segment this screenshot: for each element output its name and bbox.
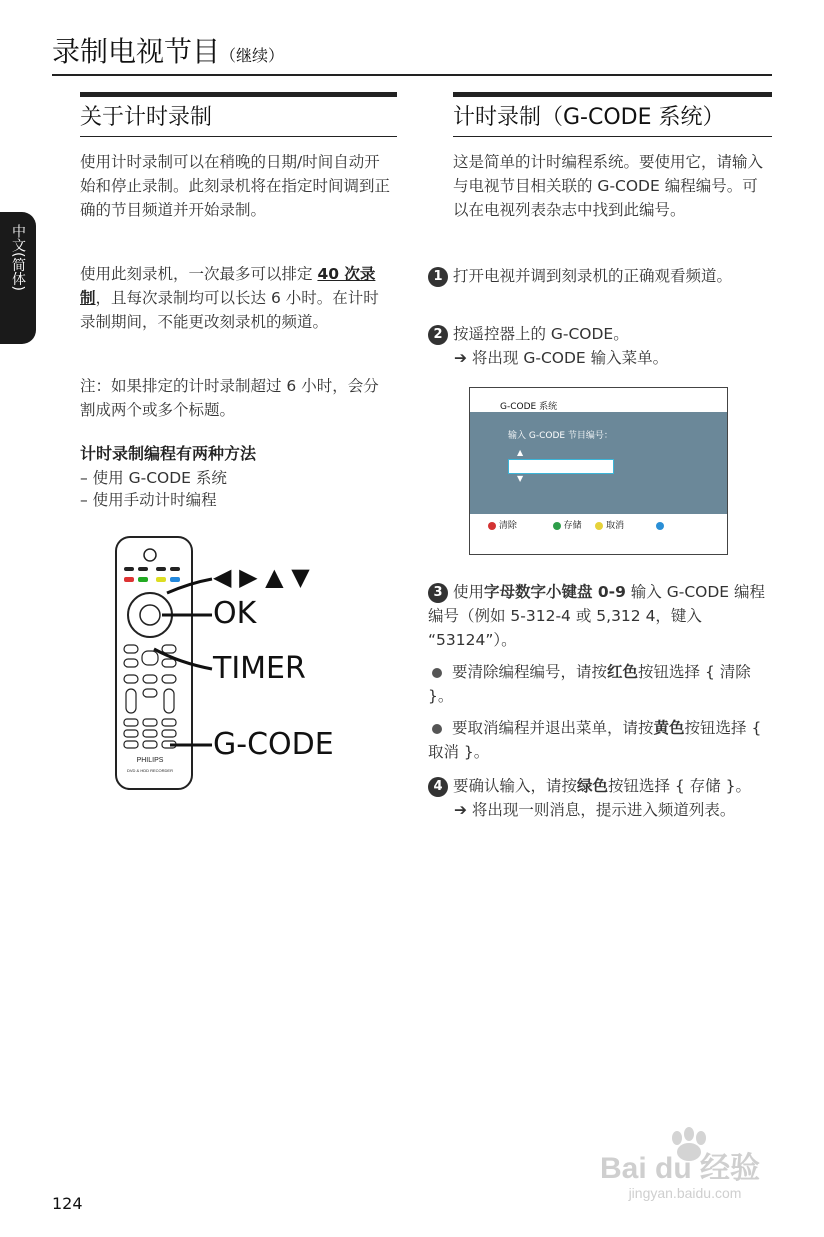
step-3-number: 3 xyxy=(428,583,448,603)
clear-button-label: 清除 xyxy=(498,521,517,531)
step-2 xyxy=(428,322,768,370)
step-1 xyxy=(428,264,768,288)
bullet-cancel xyxy=(428,716,768,764)
right-section-heading: 计时录制（G-CODE 系统） xyxy=(453,105,725,130)
gcode-menu-screen xyxy=(469,387,728,555)
left-note: 注：如果排定的计时录制超过 6 小时，会分割成两个或多个标题。 xyxy=(80,377,379,419)
step-2-text: 按遥控器上的 G-CODE。 xyxy=(452,325,629,343)
step-2-number: 2 xyxy=(428,325,448,345)
step-3-bold: 字母数字小键盘 0-9 xyxy=(483,583,626,601)
step-4 xyxy=(428,774,768,822)
bullet-1-text-a: 要清除编程编号，请按 xyxy=(452,663,608,681)
down-arrow-icon: ▼ xyxy=(517,474,524,483)
screen-title: G-CODE 系统 xyxy=(500,402,558,412)
page-title xyxy=(52,30,284,70)
screen-button-bar xyxy=(488,518,664,531)
methods-heading: 计时录制编程有两种方法 xyxy=(80,444,257,463)
bullet-2-text-b: 按钮选择 { 取消 }。 xyxy=(428,719,762,761)
step-3-text-a: 使用 xyxy=(452,583,484,601)
left-paragraph-1: 使用计时录制可以在稍晚的日期/时间自动开始和停止录制。此刻录机将在指定时间调到正确的节目频道并开始录制。 xyxy=(80,153,391,219)
right-heading-rule-bottom xyxy=(453,136,772,137)
cancel-button[interactable] xyxy=(595,521,624,531)
store-button[interactable] xyxy=(553,521,582,531)
bullet-1-bold: 红色 xyxy=(607,663,639,681)
clear-button[interactable] xyxy=(488,521,517,531)
step-4-result: ➔ 将出现一则消息，提示进入频道列表。 xyxy=(454,801,736,819)
page-title-text: 录制电视节目 xyxy=(52,35,221,68)
step-3 xyxy=(428,580,768,652)
up-arrow-icon: ▲ xyxy=(517,448,524,457)
method-2: – 使用手动计时编程 xyxy=(80,491,217,509)
step-2-result: ➔ 将出现 G-CODE 输入菜单。 xyxy=(454,349,669,367)
bullet-2-icon xyxy=(432,724,442,734)
remote-body xyxy=(116,537,192,789)
method-1: – 使用 G-CODE 系统 xyxy=(80,469,227,487)
step-4-text-a: 要确认输入，请按 xyxy=(452,777,577,795)
bullet-1-text-b: 按钮选择 { 清除 }。 xyxy=(428,663,751,705)
baidu-jingyan-watermark xyxy=(585,1118,775,1208)
left-heading-rule-bottom xyxy=(80,136,397,137)
remote-model: DVD & HDD RECORDER xyxy=(126,768,174,773)
p2-text-b: ，且每次录制均可以长达 6 小时。在计时录制期间，不能更改刻录机的频道。 xyxy=(80,289,379,331)
p2-bold: 40 次录制 xyxy=(80,265,376,307)
language-tab xyxy=(0,212,36,344)
yellow-dot-icon xyxy=(595,522,603,530)
left-heading-rule-top xyxy=(80,92,397,97)
title-divider xyxy=(52,74,772,76)
bullet-clear xyxy=(428,660,768,708)
step-4-result-text: 将出现一则消息，提示进入频道列表。 xyxy=(471,801,736,819)
left-paragraph-2 xyxy=(80,262,390,334)
step-4-bold: 绿色 xyxy=(576,777,608,795)
cancel-button-label: 取消 xyxy=(606,521,625,531)
language-tab-label: 中文(简体) xyxy=(10,224,26,291)
step-4-text-b: 按钮选择 { 存储 }。 xyxy=(607,777,751,795)
watermark-url: jingyan.baidu.com xyxy=(628,1185,742,1201)
label-gcode: G-CODE xyxy=(213,727,334,762)
remote-brand: PHILIPS xyxy=(136,757,164,764)
store-button-label: 存储 xyxy=(563,521,582,531)
page-number: 124 xyxy=(52,1194,83,1213)
label-timer: TIMER xyxy=(213,651,306,686)
right-heading-rule-top xyxy=(453,92,772,97)
step-2-result-text: 将出现 G-CODE 输入菜单。 xyxy=(471,349,669,367)
step-1-number: 1 xyxy=(428,267,448,287)
left-section-heading: 关于计时录制 xyxy=(80,105,213,130)
watermark-logo-text: Bai du 经验 xyxy=(599,1152,761,1185)
gcode-input-field[interactable] xyxy=(508,459,614,474)
label-ok: OK xyxy=(213,596,257,631)
screen-prompt: 输入 G-CODE 节目编号： xyxy=(508,431,613,441)
p2-text-a: 使用此刻录机，一次最多可以排定 xyxy=(80,265,318,283)
bullet-2-bold: 黄色 xyxy=(653,719,685,737)
bullet-1-icon xyxy=(432,668,442,678)
blue-dot-icon xyxy=(656,522,664,530)
screen-panel xyxy=(470,412,727,514)
page-title-continued: （继续） xyxy=(220,46,285,65)
step-4-number: 4 xyxy=(428,777,448,797)
label-arrow-keys: ◀ ▶ ▲ ▼ xyxy=(213,563,310,591)
bullet-2-text-a: 要取消编程并退出菜单，请按 xyxy=(452,719,654,737)
red-dot-icon xyxy=(488,522,496,530)
step-3-text-b: 输入 G-CODE 编程编号（例如 5-312-4 或 5,312 4，键入 “53124”）。 xyxy=(428,583,765,649)
right-intro: 这是简单的计时编程系统。要使用它，请输入与电视节目相关联的 G-CODE 编程编号。可以在电视列表杂志中找到此编号。 xyxy=(453,153,764,219)
step-1-text: 打开电视并调到刻录机的正确观看频道。 xyxy=(452,267,732,285)
blue-button[interactable] xyxy=(656,521,664,531)
green-dot-icon xyxy=(553,522,561,530)
